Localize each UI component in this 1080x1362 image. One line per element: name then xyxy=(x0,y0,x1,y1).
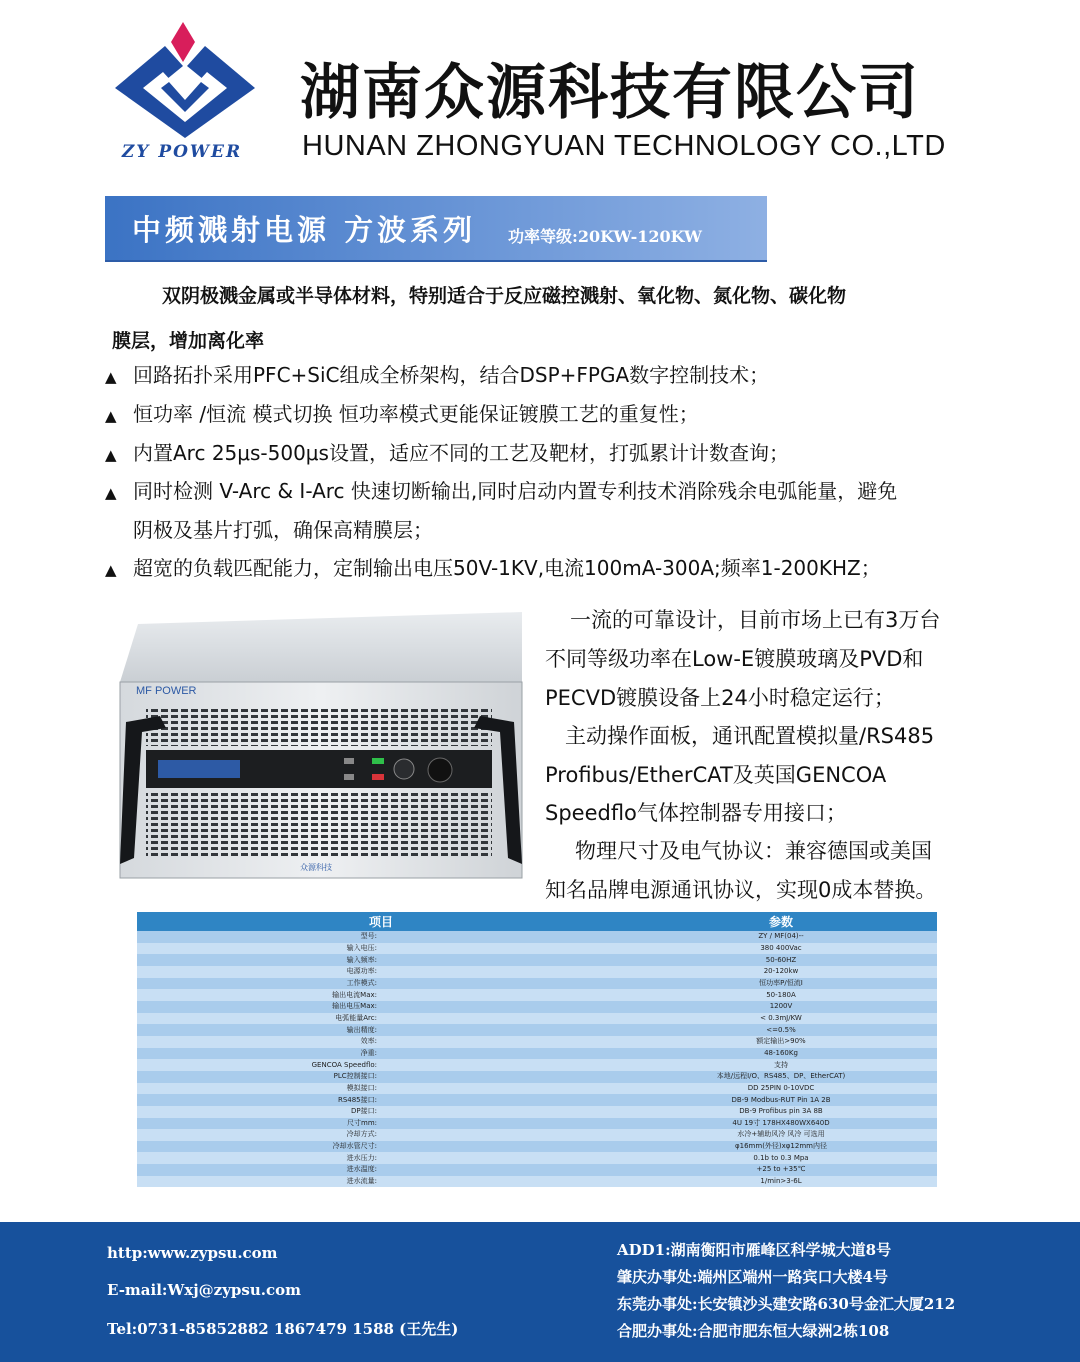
table-row xyxy=(137,1129,937,1141)
feature-text: 回路拓扑采用PFC+SiC组成全桥架构，结合DSP+FPGA数字控制技术； xyxy=(133,363,770,387)
table-row xyxy=(137,1164,937,1176)
table-row xyxy=(137,1001,937,1013)
table-header-params: 参数 xyxy=(625,912,937,931)
table-row xyxy=(137,1059,937,1071)
intro-line-2: 膜层，增加离化率 xyxy=(112,330,265,352)
spec-key: 电弧能量Arc: xyxy=(137,1013,625,1025)
spec-table xyxy=(137,912,937,1208)
spec-value: 48-160Kg xyxy=(625,1048,937,1060)
feature-text: 同时检测 V-Arc & I-Arc 快速切断输出,同时启动内置专利技术消除残余电弧能量，避免 xyxy=(133,479,898,503)
table-row xyxy=(137,1083,937,1095)
spec-key: GENCOA Speedflo: xyxy=(137,1059,625,1071)
product-panel-label: MF POWER xyxy=(136,685,197,697)
feature-text-continuation: 阴极及基片打弧，确保高精膜层； xyxy=(133,518,433,542)
spec-key: 进水流量: xyxy=(137,1176,625,1188)
feature-bullet xyxy=(105,437,789,466)
spec-value: < 0.3mJ/KW xyxy=(625,1013,937,1025)
spec-key: 尺寸mm: xyxy=(137,1118,625,1130)
spec-value: 水冷+辅助风冷 风冷 可选用 xyxy=(625,1129,937,1141)
spec-key: 净重: xyxy=(137,1048,625,1060)
table-header-item: 项目 xyxy=(137,912,625,931)
paragraph-interface-line: Speedflo气体控制器专用接口； xyxy=(545,801,847,825)
paragraph-reliability-line: PECVD镀膜设备上24小时稳定运行； xyxy=(545,686,895,710)
feature-bullet xyxy=(105,552,881,581)
footer-website[interactable]: http:www.zypsu.com xyxy=(107,1244,278,1262)
table-row xyxy=(137,931,937,943)
spec-key: 输入频率: xyxy=(137,954,625,966)
table-row xyxy=(137,1106,937,1118)
banner-power-range: 功率等级:20KW-120KW xyxy=(508,227,702,246)
spec-key: 进水压力: xyxy=(137,1152,625,1164)
table-row xyxy=(137,954,937,966)
spec-key: 输出电流Max: xyxy=(137,989,625,1001)
paragraph-interface: 主动操作面板，通讯配置模拟量/RS485 xyxy=(565,724,935,748)
company-name-cn: 湖南众源科技有限公司 xyxy=(300,58,920,128)
feature-text: 内置Arc 25μs-500μs设置，适应不同的工艺及靶材，打弧累计计数查询； xyxy=(133,441,789,465)
table-row xyxy=(137,1152,937,1164)
table-row xyxy=(137,943,937,955)
table-row xyxy=(137,1048,937,1060)
spec-value: ZY / MF(04)-- xyxy=(625,931,937,943)
spec-key: 冷却方式: xyxy=(137,1129,625,1141)
spec-value: <=0.5% xyxy=(625,1024,937,1036)
footer-address-3: 东莞办事处:长安镇沙头建安路630号金汇大厦212 xyxy=(617,1295,956,1313)
spec-value: 50-60HZ xyxy=(625,954,937,966)
table-row xyxy=(137,1013,937,1025)
spec-key: 效率: xyxy=(137,1036,625,1048)
spec-key: 输出精度: xyxy=(137,1024,625,1036)
product-badge: 众源科技 xyxy=(300,863,332,872)
paragraph-reliability: 一流的可靠设计，目前市场上已有3万台 xyxy=(570,608,941,632)
triangle-bullet-icon: ▲ xyxy=(105,446,117,464)
spec-key: RS485接口: xyxy=(137,1094,625,1106)
spec-value: 0.1b to 0.3 Mpa xyxy=(625,1152,937,1164)
feature-bullet xyxy=(105,359,769,388)
paragraph-compat: 物理尺寸及电气协议：兼容德国或美国 xyxy=(575,839,932,863)
intro-line-1: 双阴极溅金属或半导体材料，特别适合于反应磁控溅射、氧化物、氮化物、碳化物 xyxy=(162,285,847,307)
spec-key: DP接口: xyxy=(137,1106,625,1118)
paragraph-reliability-line: 不同等级功率在Low-E镀膜玻璃及PVD和 xyxy=(545,647,924,671)
table-row xyxy=(137,966,937,978)
spec-value: 支持 xyxy=(625,1059,937,1071)
footer-address-4: 合肥办事处:合肥市肥东恒大绿洲2栋108 xyxy=(617,1322,890,1340)
spec-key: 电源功率: xyxy=(137,966,625,978)
spec-key: 工作模式: xyxy=(137,978,625,990)
spec-value: +25 to +35℃ xyxy=(625,1164,937,1176)
feature-bullet xyxy=(105,475,897,504)
footer-tel: Tel:0731-85852882 1867479 1588 (王先生) xyxy=(107,1320,459,1338)
paragraph-interface-line: Profibus/EtherCAT及英国GENCOA xyxy=(545,763,887,787)
table-row xyxy=(137,1071,937,1083)
spec-key: 型号: xyxy=(137,931,625,943)
product-photo xyxy=(110,612,530,886)
table-row xyxy=(137,978,937,990)
feature-bullet xyxy=(105,398,699,427)
spec-key: 输入电压: xyxy=(137,943,625,955)
logo-brand-text: ZY POWER xyxy=(121,142,243,162)
spec-value: 恒功率P/恒流I xyxy=(625,978,937,990)
triangle-bullet-icon: ▲ xyxy=(105,561,117,579)
feature-text: 超宽的负载匹配能力，定制输出电压50V-1KV,电流100mA-300A;频率1-200KHZ； xyxy=(133,556,881,580)
table-row xyxy=(137,1024,937,1036)
table-row xyxy=(137,1141,937,1153)
table-row xyxy=(137,1118,937,1130)
spec-value: DB-9 Profibus pin 3A 8B xyxy=(625,1106,937,1118)
spec-value: 50-180A xyxy=(625,989,937,1001)
spec-value: 1/min>3-6L xyxy=(625,1176,937,1188)
table-row xyxy=(137,1176,937,1188)
spec-key: 模拟接口: xyxy=(137,1083,625,1095)
spec-key: 冷却水管尺寸: xyxy=(137,1141,625,1153)
spec-value: 20-120kw xyxy=(625,966,937,978)
spec-value: DB-9 Modbus-RUT Pin 1A 2B xyxy=(625,1094,937,1106)
triangle-bullet-icon: ▲ xyxy=(105,368,117,386)
spec-value: DD 25PIN 0-10VDC xyxy=(625,1083,937,1095)
spec-value: 4U 19寸 178HX480WX640D xyxy=(625,1118,937,1130)
spec-value: 本地/远程I/O、RS485、DP、EtherCAT) xyxy=(625,1071,937,1083)
paragraph-compat-line: 知名品牌电源通讯协议，实现0成本替换。 xyxy=(545,878,937,902)
table-row xyxy=(137,989,937,1001)
spec-key: 输出电压Max: xyxy=(137,1001,625,1013)
spec-key: PLC控制接口: xyxy=(137,1071,625,1083)
feature-text: 恒功率 /恒流 模式切换 恒功率模式更能保证镀膜工艺的重复性； xyxy=(133,402,699,426)
table-row xyxy=(137,1036,937,1048)
spec-value: 1200V xyxy=(625,1001,937,1013)
spec-value: φ16mm(外径)xφ12mm内径 xyxy=(625,1141,937,1153)
spec-key: 进水温度: xyxy=(137,1164,625,1176)
spec-value: 380 400Vac xyxy=(625,943,937,955)
footer-address-2: 肇庆办事处:端州区端州一路宾口大楼4号 xyxy=(617,1268,888,1286)
footer-address-1: ADD1:湖南衡阳市雁峰区科学城大道8号 xyxy=(617,1241,892,1259)
triangle-bullet-icon: ▲ xyxy=(105,407,117,425)
triangle-bullet-icon: ▲ xyxy=(105,484,117,502)
company-name-en: HUNAN ZHONGYUAN TECHNOLOGY CO.,LTD xyxy=(302,130,946,162)
banner-title: 中频溅射电源 方波系列 xyxy=(132,213,477,247)
footer-email[interactable]: E-mail:Wxj@zypsu.com xyxy=(107,1281,301,1299)
spec-value: 额定输出>90% xyxy=(625,1036,937,1048)
table-row xyxy=(137,1094,937,1106)
